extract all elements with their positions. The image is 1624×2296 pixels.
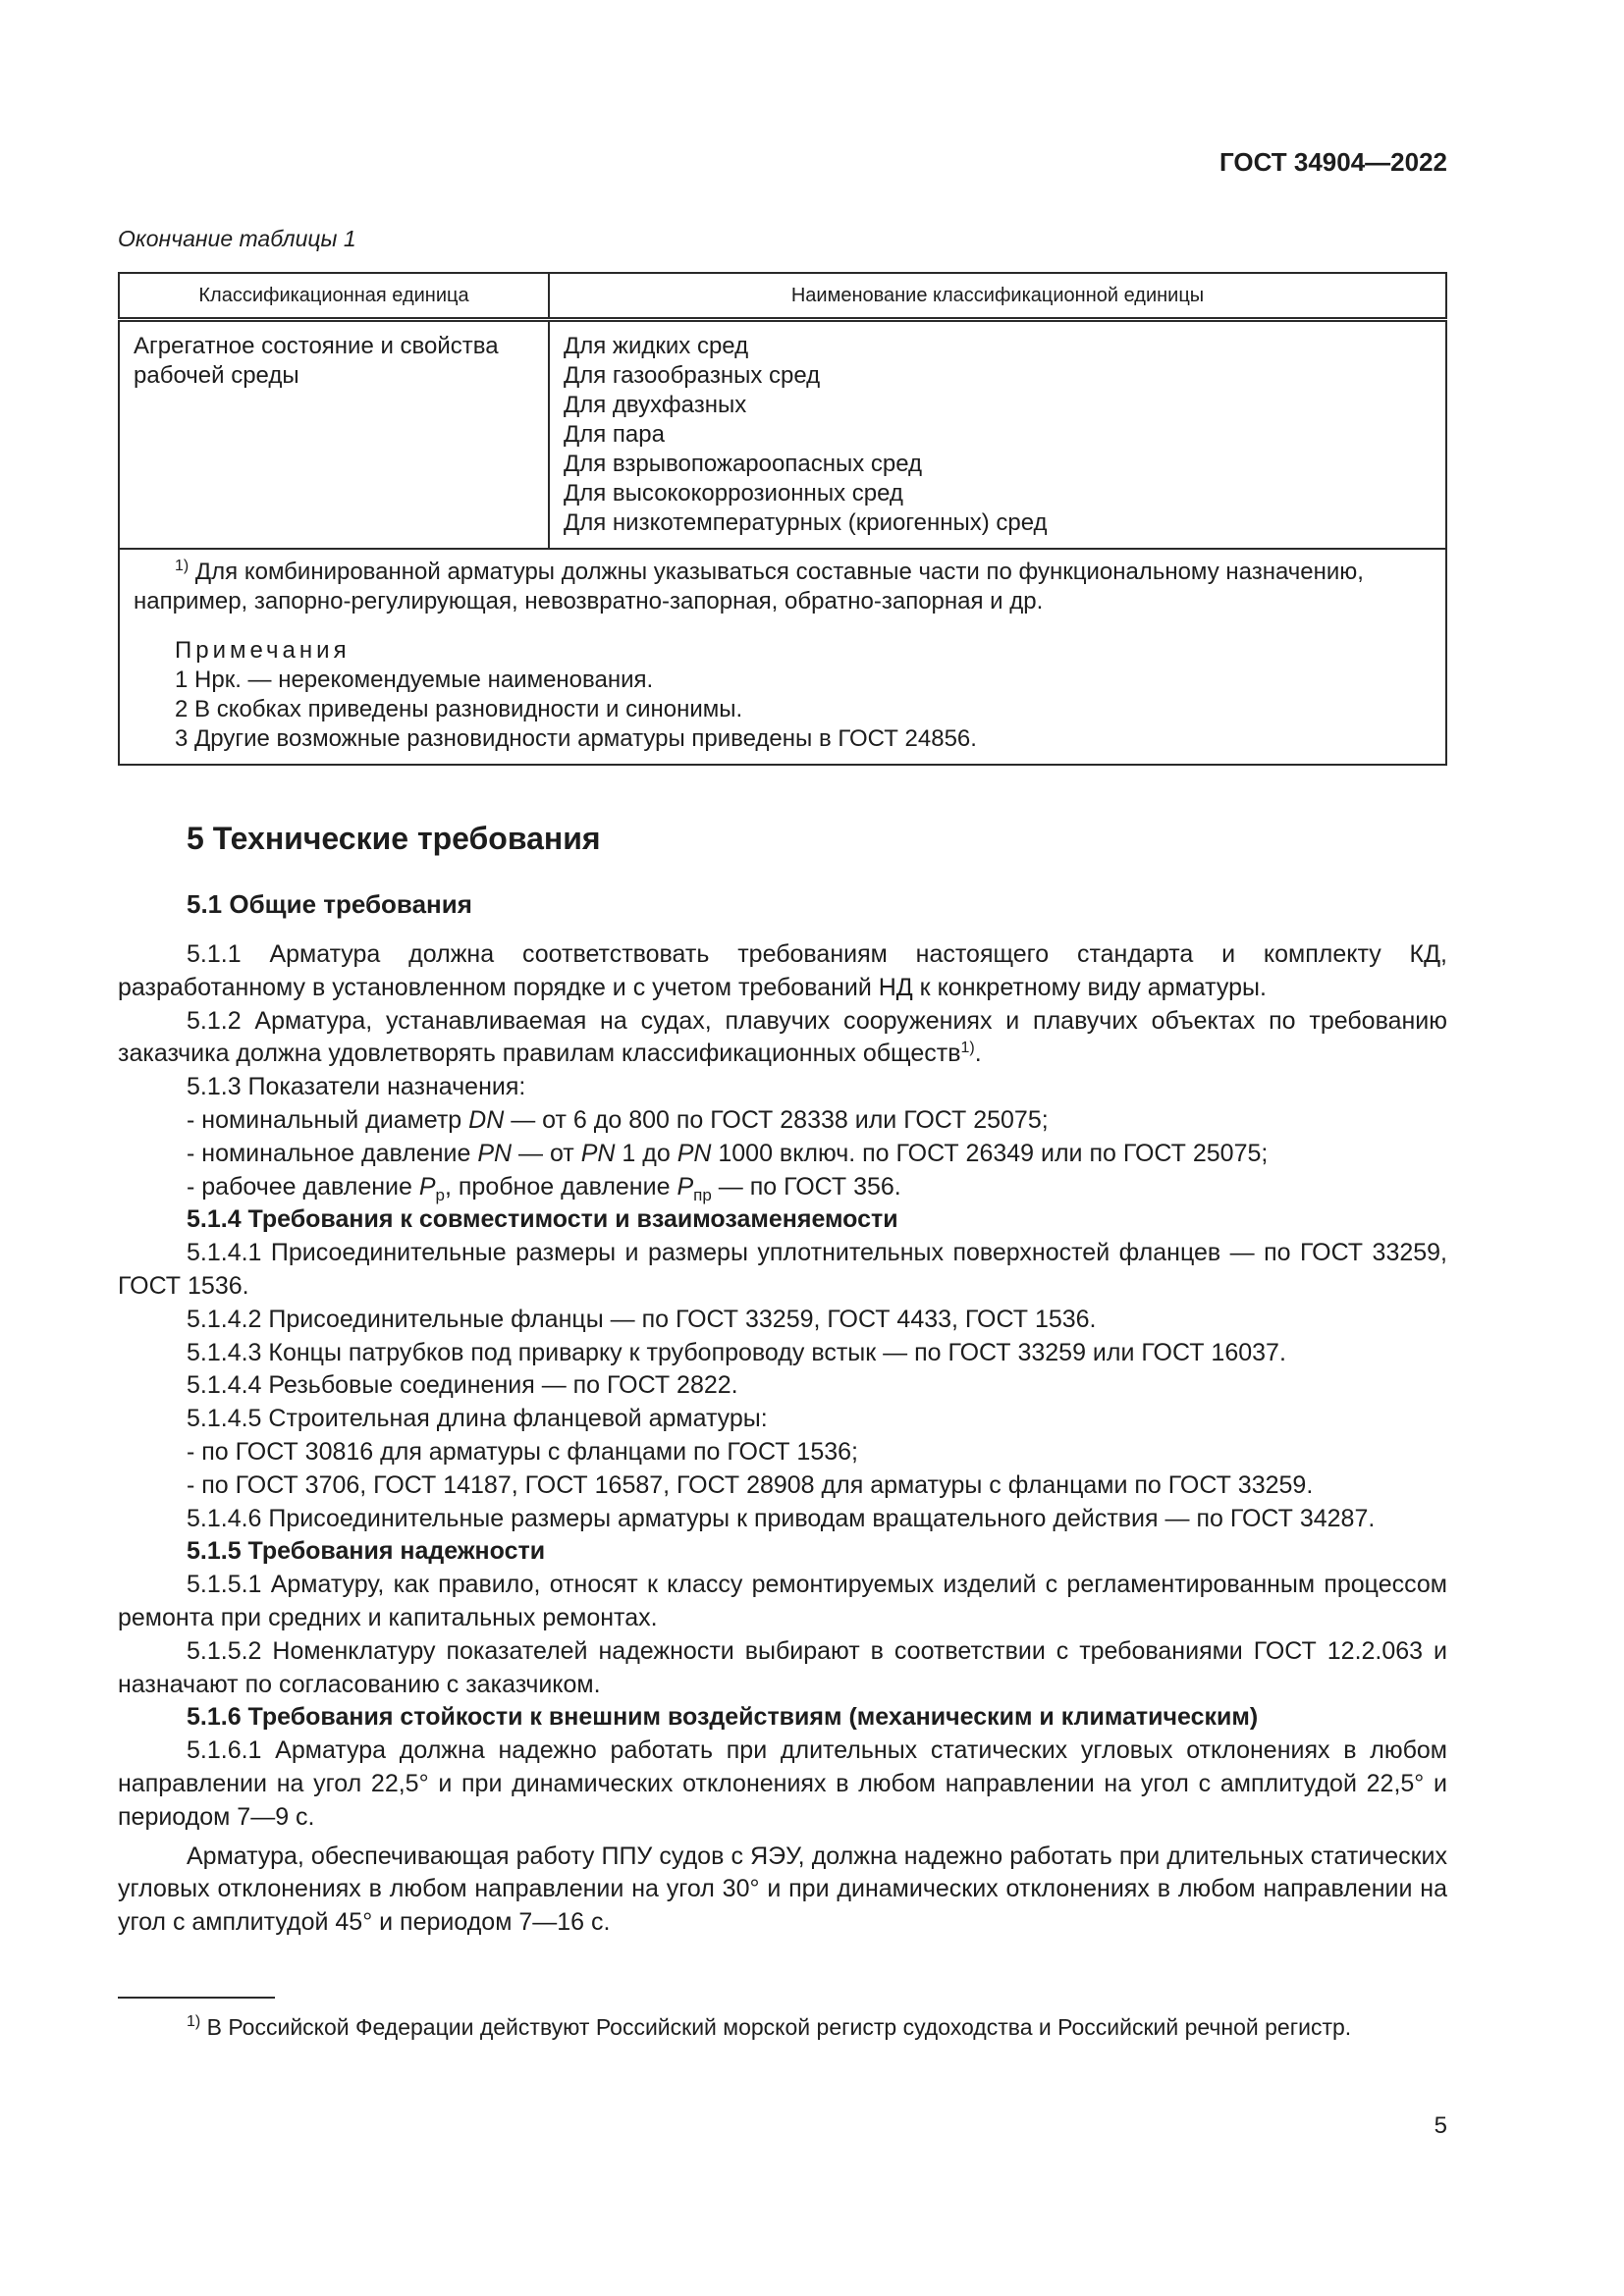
li2-b: — от bbox=[512, 1139, 581, 1167]
footnote-divider bbox=[118, 1997, 275, 1999]
paragraph-5-1-5-2: 5.1.5.2 Номенклатуру показателей надежности выбирают в соответствии с требованиями ГОСТ 12.2.063 и назначают по согласованию с заказчиком. bbox=[118, 1636, 1447, 1698]
page-footnote-body: В Российской Федерации действуют Российский морской регистр судоходства и Российский речной регистр. bbox=[200, 2014, 1352, 2040]
section-body bbox=[118, 938, 1447, 1940]
table-footnote-mark: 1) bbox=[175, 558, 189, 574]
li3-sub1: р bbox=[435, 1185, 445, 1204]
paragraph-5-1-2 bbox=[118, 1005, 1447, 1072]
paragraph-5-1-2-text: 5.1.2 Арматура, устанавливаемая на судах, плавучих сооружениях и плавучих объектах по требованию заказчика должна удовлетворять правилам классификационных обществ bbox=[118, 1006, 1447, 1068]
li1-b: — от 6 до 800 по ГОСТ 28338 или ГОСТ 25075; bbox=[504, 1105, 1049, 1134]
table-footnote-row bbox=[119, 549, 1446, 765]
row-value: Для газообразных сред bbox=[564, 362, 821, 389]
paragraph-5-1-5-1: 5.1.5.1 Арматуру, как правило, относят к классу ремонтируемых изделий с регламентированным процессом ремонта при средних и капитальных ремонтах. bbox=[118, 1571, 1447, 1631]
li3-p2: P bbox=[677, 1172, 694, 1201]
heading-5-1-5: 5.1.5 Требования надежности bbox=[187, 1537, 546, 1566]
table-header-row bbox=[119, 273, 1446, 320]
row-value: Для жидких сред bbox=[564, 333, 749, 359]
li2-pn3: PN bbox=[677, 1139, 712, 1167]
li2-pn: PN bbox=[477, 1139, 513, 1167]
paragraph-5-1-4-1: 5.1.4.1 Присоединительные размеры и размеры уплотнительных поверхностей фланцев — по ГОСТ 33259, ГОСТ 1536. bbox=[118, 1239, 1447, 1300]
row-value: Для низкотемпературных (криогенных) сред bbox=[564, 509, 1048, 536]
list-item-length-1: - по ГОСТ 30816 для арматуры с фланцами по ГОСТ 1536; bbox=[187, 1437, 858, 1466]
li3-p: P bbox=[418, 1172, 436, 1201]
table-footnote bbox=[134, 558, 1432, 616]
page-footnote-text bbox=[118, 2010, 1447, 2044]
subsection-title: 5.1 Общие требования bbox=[187, 889, 472, 919]
paragraph-5-1-4-3: 5.1.4.3 Концы патрубков под приварку к трубопроводу встык — по ГОСТ 33259 или ГОСТ 16037. bbox=[187, 1338, 1286, 1366]
notes-title: Примечания bbox=[175, 637, 351, 664]
paragraph-5-1-4-2: 5.1.4.2 Присоединительные фланцы — по ГОСТ 33259, ГОСТ 4433, ГОСТ 1536. bbox=[187, 1305, 1097, 1333]
paragraph-5-1-3: 5.1.3 Показатели назначения: bbox=[187, 1073, 526, 1101]
li3-b: , пробное давление bbox=[445, 1172, 677, 1201]
page-footnote bbox=[118, 2010, 1447, 2044]
table-row bbox=[119, 320, 1446, 550]
row-value: Для двухфазных bbox=[564, 392, 747, 418]
note-item: 3 Другие возможные разновидности арматуры приведены в ГОСТ 24856. bbox=[175, 725, 977, 752]
li3-a: - рабочее давление bbox=[187, 1172, 419, 1201]
list-item-pn bbox=[118, 1138, 1447, 1171]
list-item-length-2: - по ГОСТ 3706, ГОСТ 14187, ГОСТ 16587, ГОСТ 28908 для арматуры с фланцами по ГОСТ 33259. bbox=[187, 1470, 1314, 1499]
row-values bbox=[549, 320, 1446, 550]
row-value: Для пара bbox=[564, 421, 665, 448]
note-item: 1 Нрк. — нерекомендуемые наименования. bbox=[175, 667, 654, 693]
page-number: 5 bbox=[1434, 2112, 1447, 2139]
row-value: Для взрывопожароопасных сред bbox=[564, 451, 923, 477]
table-footnote-text: Для комбинированной арматуры должны указываться составные части по функциональному назначению, например, запорно-регулирующая, невозвратно-запорная, обратно-запорная и др. bbox=[134, 559, 1364, 614]
heading-5-1-4: 5.1.4 Требования к совместимости и взаимозаменяемости bbox=[187, 1205, 898, 1234]
notes bbox=[134, 636, 1432, 754]
row-label: Агрегатное состояние и свойства рабочей среды bbox=[119, 320, 549, 550]
paragraph-5-1-4-4: 5.1.4.4 Резьбовые соединения — по ГОСТ 2822. bbox=[187, 1371, 738, 1400]
paragraph-5-1-4-6: 5.1.4.6 Присоединительные размеры арматуры к приводам вращательного действия — по ГОСТ 34287. bbox=[187, 1504, 1376, 1532]
footnote-ref: 1) bbox=[960, 1040, 975, 1057]
paragraph-5-1-6-1: 5.1.6.1 Арматура должна надежно работать при длительных статических угловых отклонениях в любом направлении на угол 22,5° и при динамических отклонениях в любом направлении на угол с амплитудой 22,5° и периодом 7—9 с. bbox=[118, 1736, 1447, 1831]
list-item-pressure bbox=[118, 1171, 1447, 1204]
paragraph-5-1-6-1-b: Арматура, обеспечивающая работу ППУ судов с ЯЭУ, должна надежно работать при длительных статических угловых отклонениях в любом направлении на угол 30° и при динамических отклонениях в любом направлении на угол с амплитудой 45° и периодом 7—16 с. bbox=[118, 1842, 1447, 1937]
li3-c: — по ГОСТ 356. bbox=[711, 1172, 901, 1201]
heading-5-1-6: 5.1.6 Требования стойкости к внешним воздействиям (механическим и климатическим) bbox=[187, 1703, 1259, 1732]
section-title: 5 Технические требования bbox=[187, 821, 601, 856]
table-caption: Окончание таблицы 1 bbox=[118, 226, 356, 251]
li3-sub2: пр bbox=[693, 1185, 712, 1204]
classification-table bbox=[118, 272, 1447, 766]
li1-a: - номинальный диаметр bbox=[187, 1105, 469, 1134]
list-item-dn bbox=[118, 1104, 1447, 1138]
li2-c: 1 до bbox=[615, 1139, 677, 1167]
li1-dn: DN bbox=[468, 1105, 505, 1134]
li2-pn2: PN bbox=[580, 1139, 616, 1167]
page-footnote-mark: 1) bbox=[187, 2013, 201, 2030]
li2-a: - номинальное давление bbox=[187, 1139, 478, 1167]
table-footnote-cell bbox=[119, 549, 1446, 765]
li2-d: 1000 включ. по ГОСТ 26349 или по ГОСТ 25075; bbox=[711, 1139, 1269, 1167]
paragraph-5-1-1: 5.1.1 Арматура должна соответствовать требованиям настоящего стандарта и комплекту КД, разработанному в установленном порядке и с учетом требований НД к конкретному виду арматуры. bbox=[118, 940, 1447, 1001]
row-value: Для высококоррозионных сред bbox=[564, 480, 903, 507]
note-item: 2 В скобках приведены разновидности и синонимы. bbox=[175, 696, 743, 722]
col1-header: Классификационная единица bbox=[119, 273, 549, 320]
col2-header: Наименование классификационной единицы bbox=[549, 273, 1446, 320]
paragraph-5-1-4-5: 5.1.4.5 Строительная длина фланцевой арматуры: bbox=[187, 1405, 768, 1433]
paragraph-5-1-2-end: . bbox=[974, 1040, 982, 1068]
standard-id: ГОСТ 34904—2022 bbox=[1219, 147, 1447, 177]
